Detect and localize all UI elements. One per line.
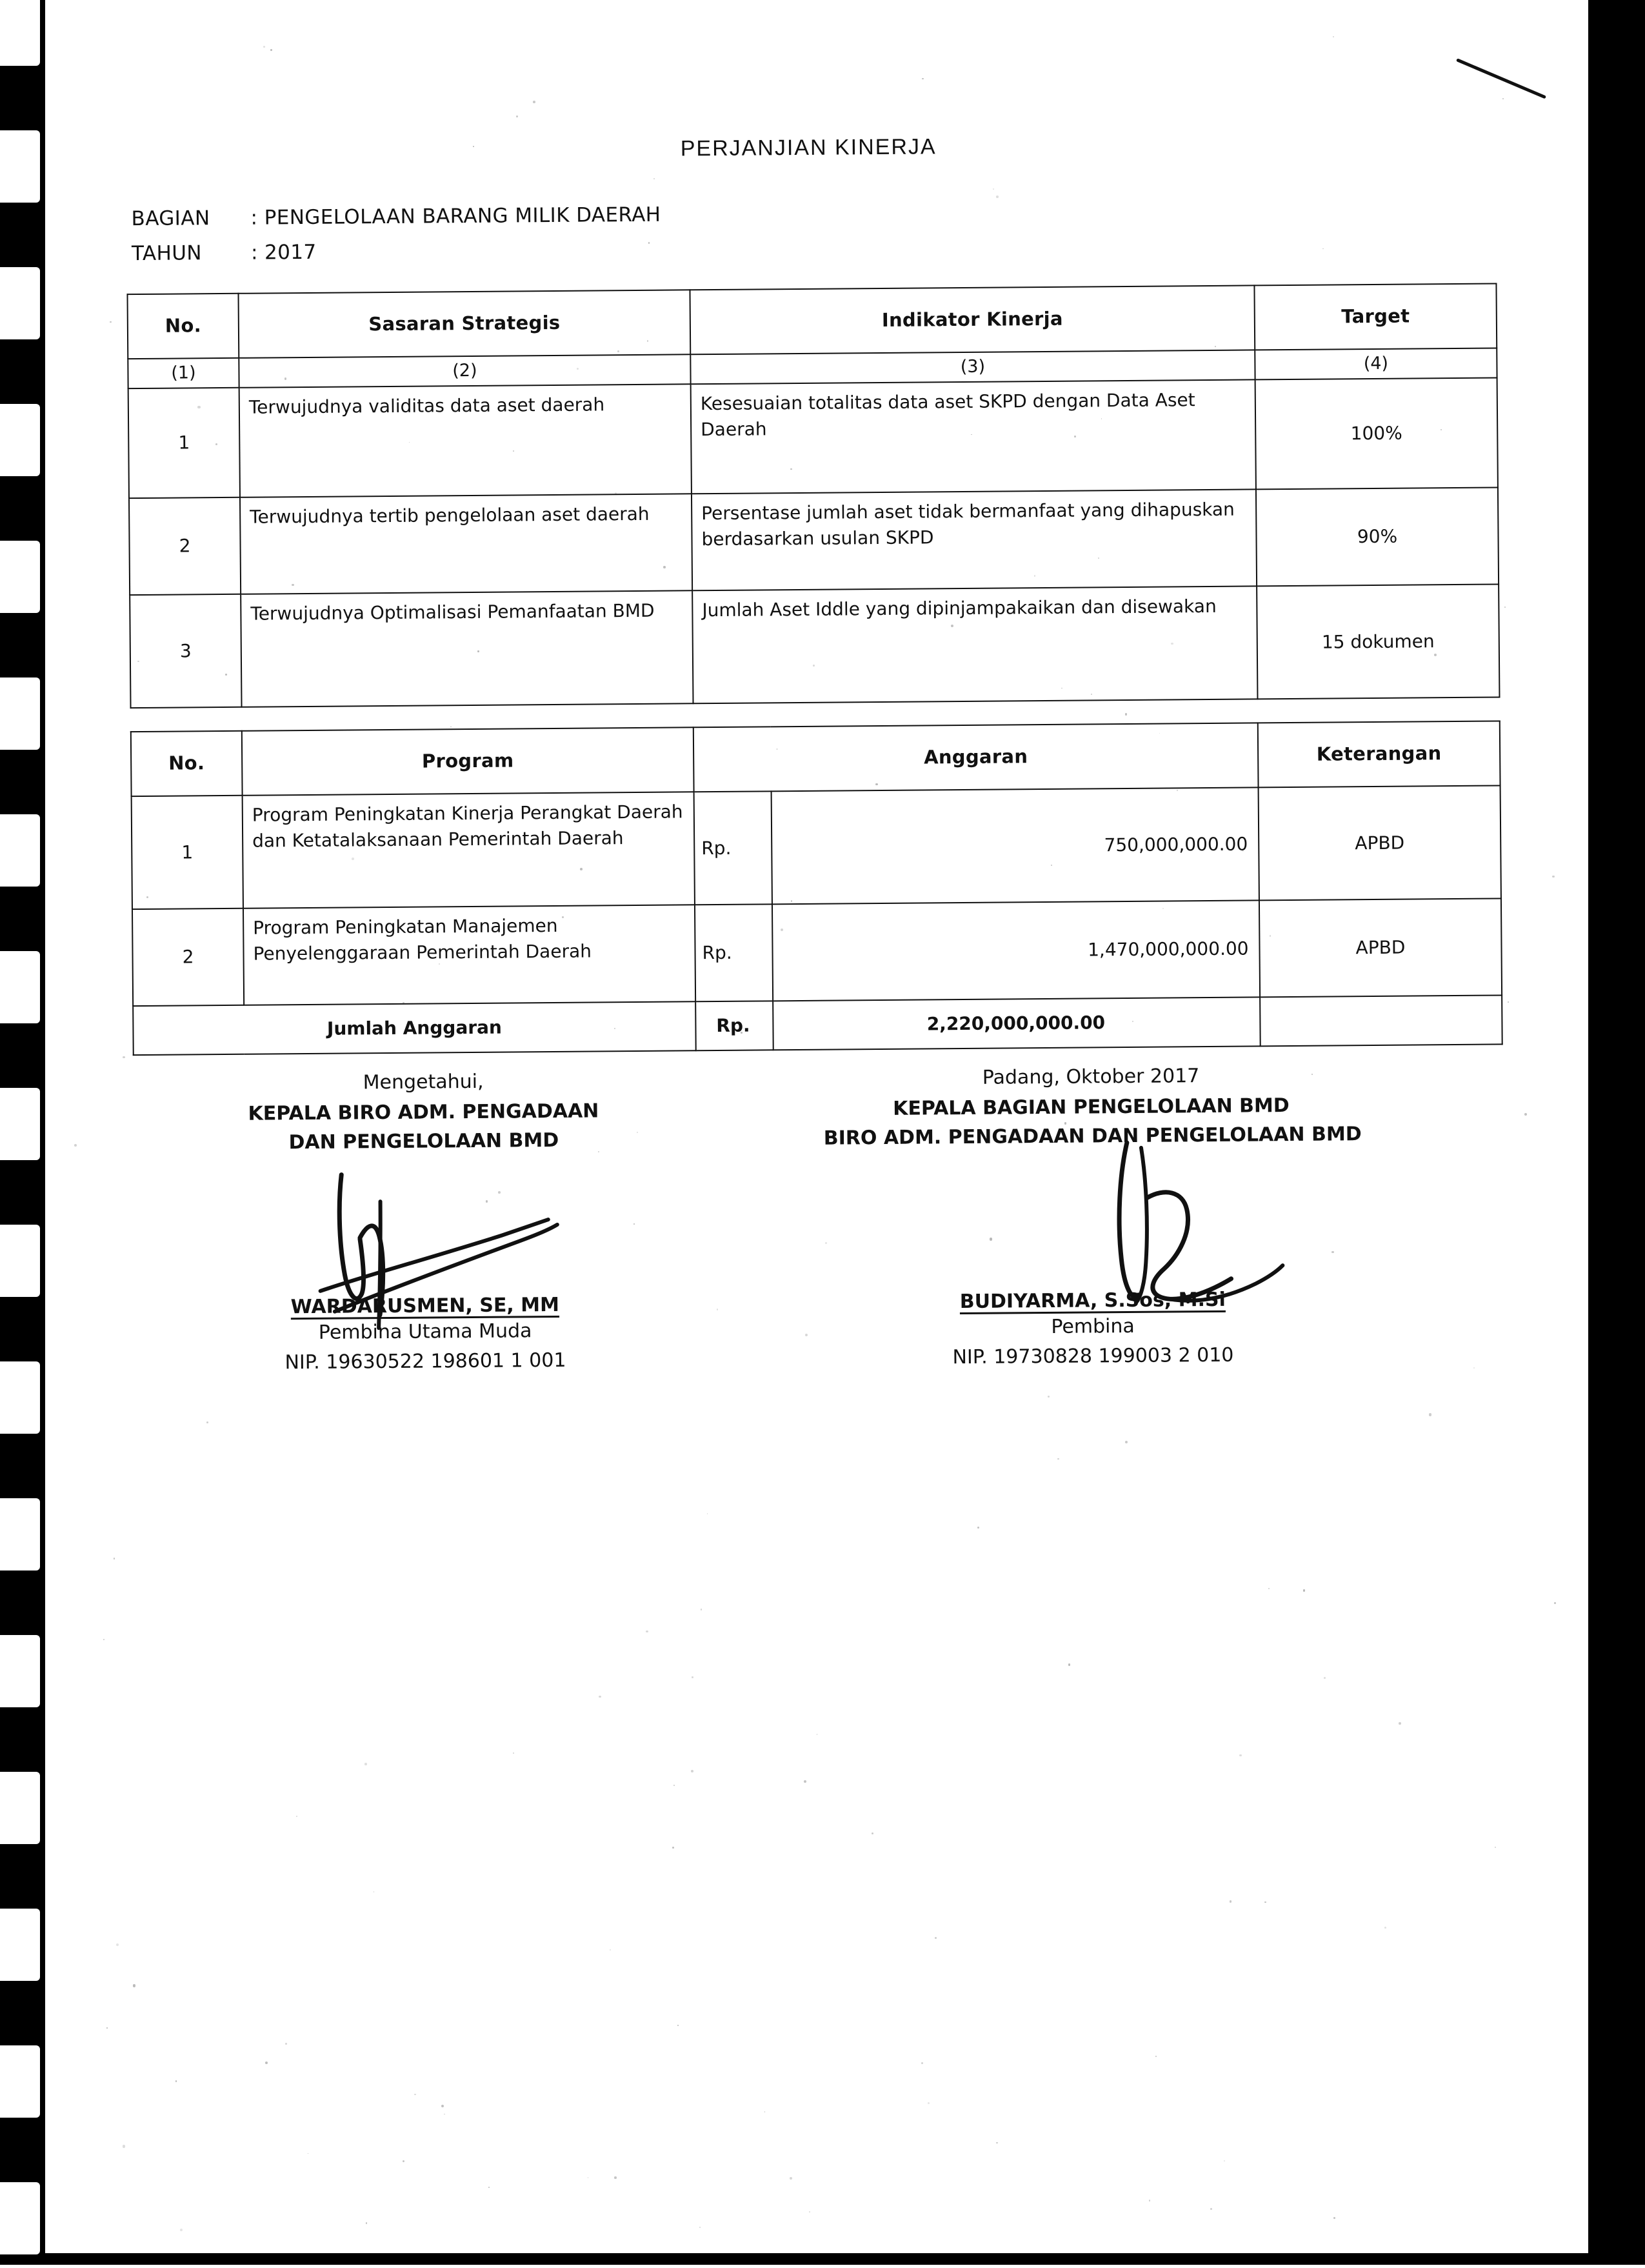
table-header-row xyxy=(128,283,1497,359)
sig-left-name: WARDARUSMEN, SE, MM xyxy=(290,1293,560,1318)
sig-left-intro: Mengetahui, xyxy=(363,1070,484,1094)
cell-amount: 750,000,000.00 xyxy=(772,787,1259,904)
cell-target: 100% xyxy=(1255,377,1498,489)
header-keterangan: Keterangan xyxy=(1258,721,1500,787)
cell-target: 90% xyxy=(1256,487,1499,586)
meta-label-bagian: BAGIAN xyxy=(131,206,210,231)
sig-left-title-2: DAN PENGELOLAAN BMD xyxy=(288,1129,559,1154)
sig-left-handwriting-area xyxy=(217,1154,632,1296)
table-row xyxy=(132,898,1502,1006)
meta-value-tahun: : 2017 xyxy=(250,240,317,265)
sig-right-intro: Padang, Oktober 2017 xyxy=(982,1065,1200,1089)
colnum-2: (2) xyxy=(239,354,690,387)
signature-block-right xyxy=(823,1060,1361,1374)
cell-program: Program Peningkatan Kinerja Perangkat Daerah dan Ketatalaksanaan Pemerintah Daerah xyxy=(243,792,695,908)
header-no: No. xyxy=(128,294,239,359)
table-row xyxy=(129,487,1499,595)
table-sasaran-strategis xyxy=(126,283,1500,708)
header-target: Target xyxy=(1254,283,1497,350)
cell-sasaran: Terwujudnya Optimalisasi Pemanfaatan BMD xyxy=(241,590,693,707)
meta-row-tahun xyxy=(132,241,317,265)
cell-no: 3 xyxy=(130,594,241,708)
sig-left-rank: Pembina Utama Muda xyxy=(318,1319,532,1344)
cell-no: 1 xyxy=(128,388,240,498)
sig-right-rank: Pembina xyxy=(1051,1314,1135,1338)
total-keterangan xyxy=(1260,995,1502,1046)
table-program-anggaran xyxy=(130,720,1503,1056)
total-label: Jumlah Anggaran xyxy=(133,1001,696,1055)
sig-right-title-1: KEPALA BAGIAN PENGELOLAAN BMD xyxy=(893,1094,1290,1120)
meta-value-bagian: : PENGELOLAAN BARANG MILIK DAERAH xyxy=(250,203,661,230)
cell-program: Program Peningkatan Manajemen Penyelenggaraan Pemerintah Daerah xyxy=(243,905,695,1005)
total-amount: 2,220,000,000.00 xyxy=(773,997,1261,1050)
header-program: Program xyxy=(242,727,694,795)
sig-right-title-2: BIRO ADM. PENGADAAN DAN PENGELOLAAN BMD xyxy=(823,1122,1362,1150)
sig-left-title-1: KEPALA BIRO ADM. PENGADAAN xyxy=(248,1099,599,1125)
colnum-1: (1) xyxy=(128,358,239,388)
cell-sasaran: Terwujudnya tertib pengelolaan aset daerah xyxy=(240,494,692,594)
header-sasaran: Sasaran Strategis xyxy=(238,290,690,357)
meta-label-tahun: TAHUN xyxy=(131,241,203,266)
cell-keterangan: APBD xyxy=(1259,898,1502,997)
cell-no: 1 xyxy=(132,796,243,909)
table-row xyxy=(128,377,1498,498)
cell-no: 2 xyxy=(132,908,244,1006)
header-anggaran: Anggaran xyxy=(693,723,1259,792)
cell-target: 15 dokumen xyxy=(1257,584,1499,699)
sig-right-name: BUDIYARMA, S.Sos, M.Si xyxy=(959,1288,1226,1313)
cell-amount: 1,470,000,000.00 xyxy=(772,900,1260,1001)
sig-right-nip: NIP. 19730828 199003 2 010 xyxy=(952,1343,1234,1369)
table-row xyxy=(132,785,1501,909)
total-currency: Rp. xyxy=(695,1001,773,1050)
header-indikator: Indikator Kinerja xyxy=(690,285,1255,354)
cell-indikator: Kesesuaian totalitas data aset SKPD dengan Data Aset Daerah xyxy=(691,379,1256,494)
cell-sasaran: Terwujudnya validitas data aset daerah xyxy=(239,384,692,497)
sig-right-handwriting-area xyxy=(824,1149,1361,1292)
table-total-row xyxy=(133,995,1502,1055)
meta-row-bagian xyxy=(131,203,661,230)
table-row xyxy=(130,584,1499,708)
header-no: No. xyxy=(131,731,243,796)
cell-currency: Rp. xyxy=(694,791,772,905)
colnum-4: (4) xyxy=(1255,348,1497,379)
cell-currency: Rp. xyxy=(695,904,773,1001)
cell-indikator: Jumlah Aset Iddle yang dipinjampakaikan dan disewakan xyxy=(692,586,1257,703)
table-header-row xyxy=(131,721,1500,796)
cell-indikator: Persentase jumlah aset tidak bermanfaat yang dihapuskan berdasarkan usulan SKPD xyxy=(692,489,1257,590)
page-title: PERJANJIAN KINERJA xyxy=(680,134,937,161)
cell-keterangan: APBD xyxy=(1259,785,1501,900)
signature-block-left xyxy=(217,1066,632,1379)
colnum-3: (3) xyxy=(690,350,1255,384)
sig-left-nip: NIP. 19630522 198601 1 001 xyxy=(284,1349,566,1374)
cell-no: 2 xyxy=(129,497,241,595)
